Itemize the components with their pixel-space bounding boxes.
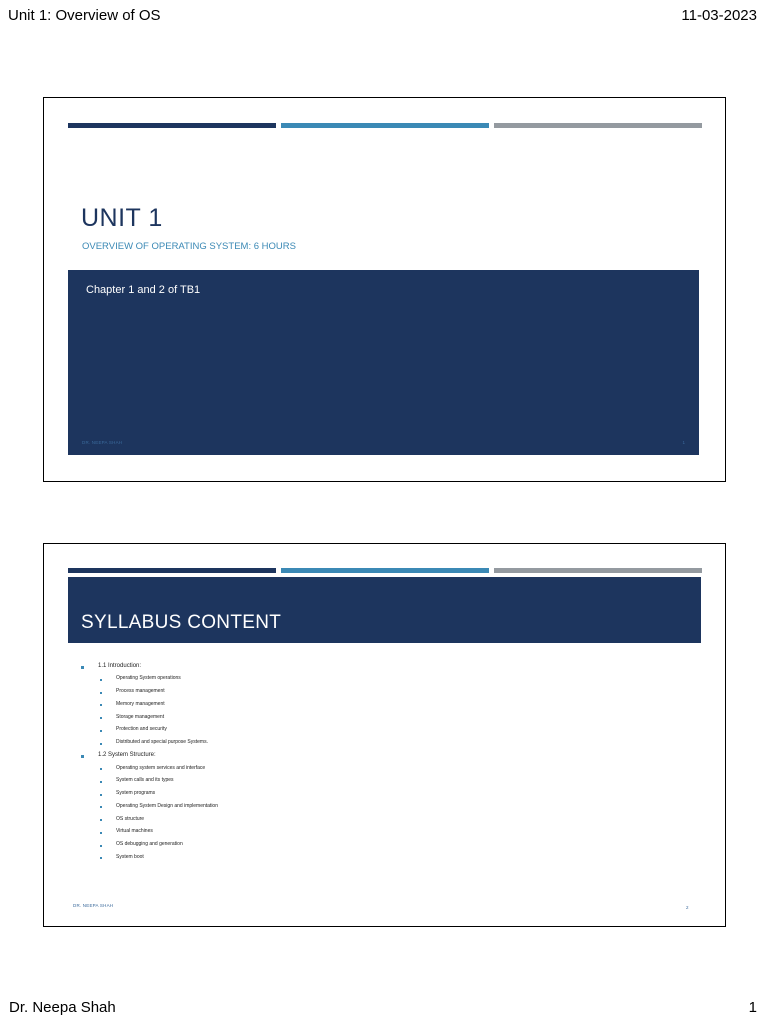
syllabus-item: Operating System operations: [116, 675, 181, 682]
syllabus-item: System calls and its types: [116, 777, 174, 784]
accent-bar-gray: [494, 123, 702, 128]
syllabus-item: Virtual machines: [116, 828, 153, 835]
page-author: Dr. Neepa Shah: [9, 999, 116, 1016]
slide-title: UNIT 1: [81, 204, 163, 232]
syllabus-item: Distributed and special purpose Systems.: [116, 739, 208, 745]
sub-bullet-icon: [100, 743, 102, 745]
document-date: 11-03-2023: [681, 7, 757, 24]
syllabus-item: Protection and security: [116, 726, 167, 733]
syllabus-item: Operating system services and interface: [116, 764, 206, 771]
content-panel: [68, 270, 699, 455]
slide-2: [43, 543, 726, 927]
syllabus-item: Process management: [116, 688, 165, 694]
slide-footer-author: DR. NEEPA SHAH: [82, 440, 123, 445]
sub-bullet-icon: [100, 717, 102, 719]
sub-bullet-icon: [100, 857, 102, 859]
sub-bullet-icon: [100, 794, 102, 796]
sub-bullet-icon: [100, 679, 102, 681]
bullet-icon: [81, 755, 84, 758]
document-title: Unit 1: Overview of OS: [8, 7, 161, 24]
syllabus-list: [44, 544, 725, 926]
slide-subtitle: OVERVIEW OF OPERATING SYSTEM: 6 HOURS: [82, 241, 296, 252]
sub-bullet-icon: [100, 781, 102, 783]
sub-bullet-icon: [100, 845, 102, 847]
syllabus-item: Storage management: [116, 713, 165, 720]
page-number: 1: [748, 999, 757, 1016]
syllabus-item: System boot: [116, 853, 144, 860]
syllabus-item: OS structure: [116, 815, 145, 822]
sub-bullet-icon: [100, 704, 102, 706]
syllabus-item: OS debugging and generation: [116, 841, 183, 847]
accent-bar-navy: [68, 123, 276, 128]
syllabus-item: Operating System Design and implementation: [116, 802, 218, 809]
syllabus-section: 1.1 Introduction:: [98, 662, 142, 669]
sub-bullet-icon: [100, 730, 102, 732]
sub-bullet-icon: [100, 768, 102, 770]
slide-footer-author: DR. NEEPA SHAH: [73, 903, 114, 908]
sub-bullet-icon: [100, 692, 102, 694]
slide-title: SYLLABUS CONTENT: [81, 612, 282, 633]
sub-bullet-icon: [100, 806, 102, 808]
slide-footer-page: 2: [686, 905, 689, 910]
slide-1: [43, 97, 726, 482]
sub-bullet-icon: [100, 832, 102, 834]
syllabus-section: 1.2 System Structure:: [98, 751, 156, 758]
slide-footer-page: 1: [682, 440, 685, 445]
panel-text: Chapter 1 and 2 of TB1: [86, 284, 201, 296]
sub-bullet-icon: [100, 819, 102, 821]
accent-bar-blue: [281, 123, 489, 128]
bullet-icon: [81, 666, 84, 669]
syllabus-item: System programs: [116, 790, 156, 796]
syllabus-item: Memory management: [116, 700, 165, 707]
